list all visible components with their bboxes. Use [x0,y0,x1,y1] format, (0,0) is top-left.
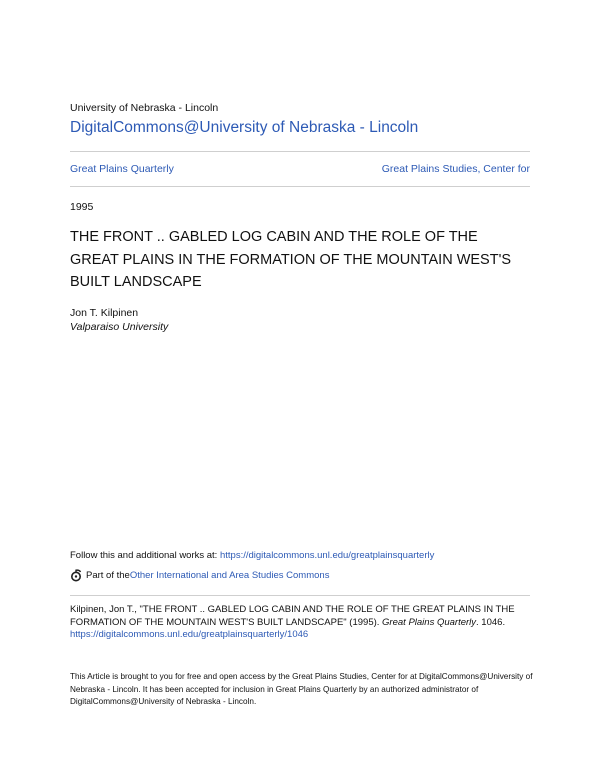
citation-tail: . 1046. [476,616,506,628]
open-access-icon [70,569,83,582]
publication-year: 1995 [70,201,94,213]
author-affiliation: Valparaiso University [70,321,169,333]
institution-name: University of Nebraska - Lincoln [70,102,219,114]
citation-text: Kilpinen, Jon T., "THE FRONT .. GABLED LOG CABIN AND THE ROLE OF THE GREAT PLAINS IN THE FORMATION OF THE MOUNTAIN WEST'S BUILT LANDSCAPE" (1995). [70,604,515,628]
citation-url-link[interactable]: https://digitalcommons.unl.edu/greatplainsquarterly/1046 [70,629,309,640]
citation-block [70,604,530,642]
part-of-label: Part of the [86,570,130,581]
divider-citation [70,595,530,596]
citation-journal: Great Plains Quarterly [382,616,477,628]
repository-link[interactable]: DigitalCommons@University of Nebraska - Lincoln [70,119,419,136]
follow-url-link[interactable]: https://digitalcommons.unl.edu/greatplainsquarterly [219,550,435,561]
part-of-line [70,569,329,582]
collection-link-center[interactable]: Great Plains Studies, Center for [381,163,530,175]
follow-line [70,550,434,561]
divider-top [70,151,530,152]
collection-link-journal[interactable]: Great Plains Quarterly [70,163,174,175]
divider-bottom [70,186,530,187]
access-notice: This Article is brought to you for free and open access by the Great Plains Studies, Center for at DigitalCommons@University of Nebraska - Lincoln. It has been accepted for inclusion in Great Plains Quarterly by an authorized administrator of DigitalCommons@University of Nebraska - Lincoln. [70,672,533,706]
follow-label: Follow this and additional works at: [70,550,220,561]
author-name: Jon T. Kilpinen [70,307,139,319]
article-title: THE FRONT .. GABLED LOG CABIN AND THE ROLE OF THE GREAT PLAINS IN THE FORMATION OF THE MOUNTAIN WEST'S BUILT LANDSCAPE [70,229,512,290]
commons-link[interactable]: Other International and Area Studies Commons [129,570,330,581]
